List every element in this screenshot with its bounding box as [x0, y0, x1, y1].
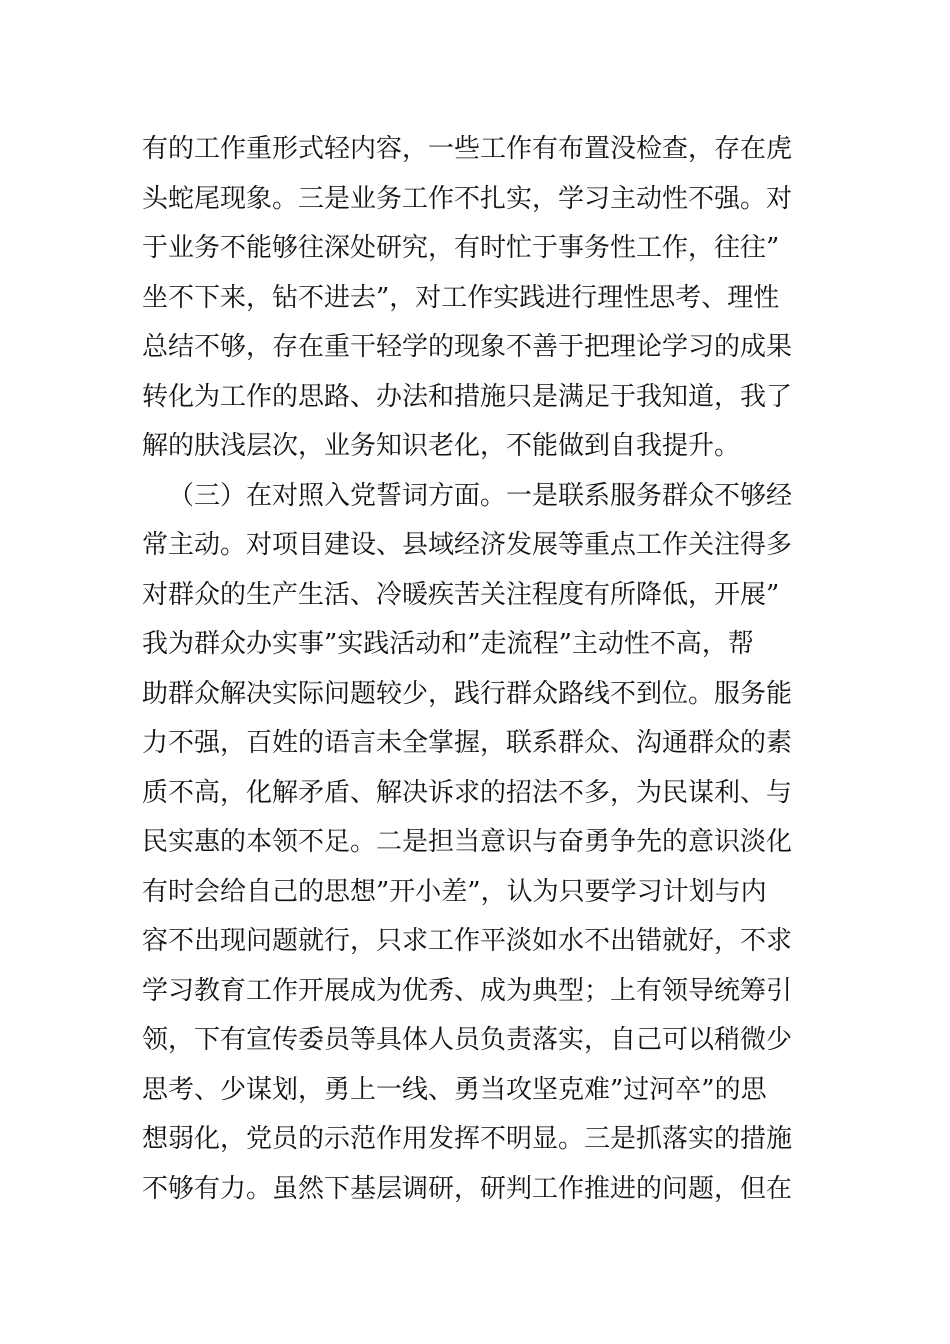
text-line: 总结不够，存在重干轻学的现象不善于把理论学习的成果	[142, 332, 793, 362]
paragraph-start-line: （三）在对照入党誓词方面。一是联系服务群众不够经	[168, 480, 793, 511]
text-line: 容不出现问题就行，只求工作平淡如水不出错就好，不求	[142, 926, 793, 956]
text-line: 坐不下来，钻不进去”，对工作实践进行理性思考、理性	[142, 282, 780, 313]
text-line: 转化为工作的思路、办法和措施只是满足于我知道，我了	[142, 381, 793, 412]
document-body-text	[142, 125, 822, 1214]
text-line: 不够有力。虽然下基层调研，研判工作推进的问题，但在	[142, 1173, 793, 1204]
text-line: 领，下有宣传委员等具体人员负责落实，自己可以稍微少	[142, 1025, 793, 1055]
text-line: 民实惠的本领不足。二是担当意识与奋勇争先的意识淡化	[142, 827, 793, 857]
text-line: 对群众的生产生活、冷暖疾苦关注程度有所降低，开展”	[142, 579, 780, 610]
text-line: 力不强，百姓的语言未全掌握，联系群众、沟通群众的素	[142, 728, 793, 758]
text-line: 于业务不能够往深处研究，有时忙于事务性工作，往往”	[142, 233, 780, 263]
text-line: 有时会给自己的思想”开小差”，认为只要学习计划与内	[142, 876, 767, 907]
text-line: 学习教育工作开展成为优秀、成为典型；上有领导统筹引	[142, 975, 793, 1006]
text-line: 有的工作重形式轻内容，一些工作有布置没检查，存在虎	[142, 134, 793, 164]
text-line: 常主动。对项目建设、县域经济发展等重点工作关注得多	[142, 530, 793, 560]
text-line: 质不高，化解矛盾、解决诉求的招法不多，为民谋利、与	[142, 777, 793, 808]
text-line: 助群众解决实际问题较少，践行群众路线不到位。服务能	[142, 678, 793, 709]
text-line: 解的肤浅层次，业务知识老化，不能做到自我提升。	[142, 431, 741, 461]
text-line: 我为群众办实事”实践活动和”走流程”主动性不高，帮	[142, 629, 754, 659]
text-line: 思考、少谋划，勇上一线、勇当攻坚克难”过河卒”的思	[142, 1074, 767, 1105]
text-line: 想弱化，党员的示范作用发挥不明显。三是抓落实的措施	[142, 1124, 793, 1154]
text-line: 头蛇尾现象。三是业务工作不扎实，学习主动性不强。对	[142, 183, 793, 214]
